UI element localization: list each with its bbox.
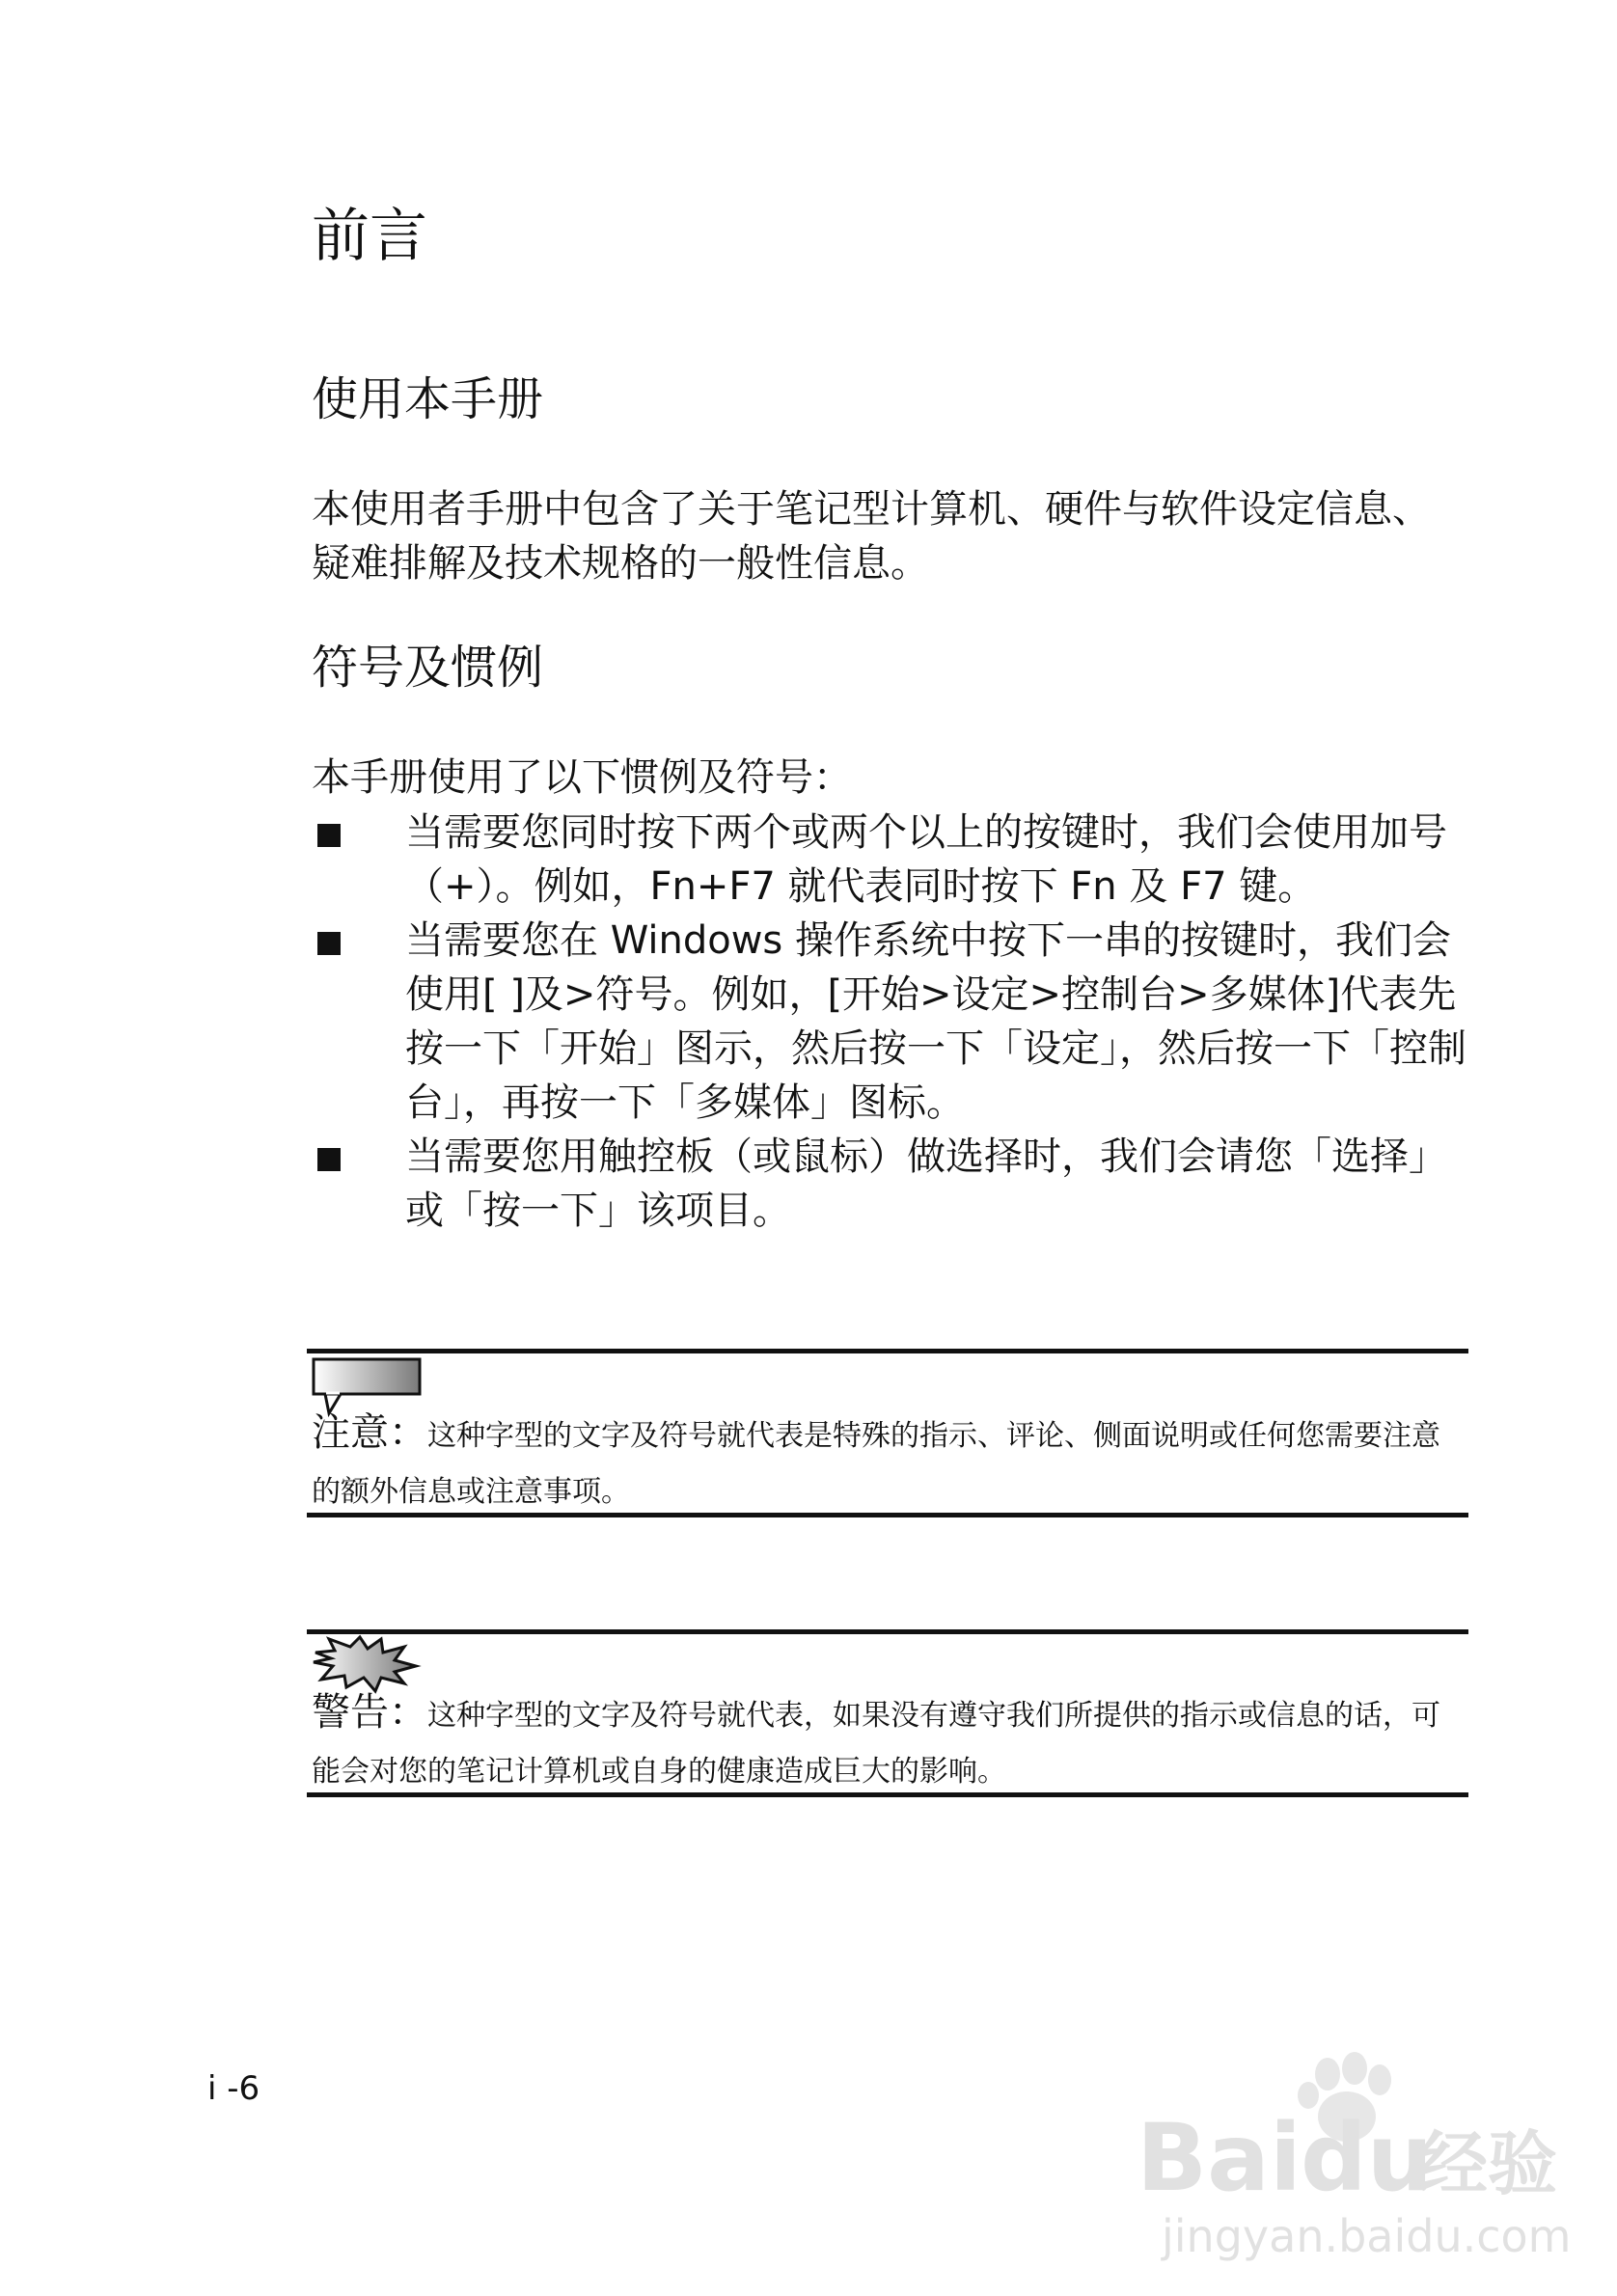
section-heading-manual: 使用本手册	[312, 372, 544, 426]
page-number: i -6	[207, 2069, 260, 2108]
square-bullet-icon	[317, 1148, 341, 1171]
list-item-text: 当需要您用触控板（或鼠标）做选择时，我们会请您「选择」或「按一下」该项目。	[405, 1134, 1447, 1233]
baidu-jingyan-watermark	[1137, 2053, 1572, 2265]
list-item-text: 当需要您同时按下两个或两个以上的按键时，我们会使用加号（+）。例如，Fn+F7 就代表同时按下 Fn 及 F7 键。	[405, 810, 1447, 909]
warning-text: 这种字型的文字及符号就代表，如果没有遵守我们所提供的指示或信息的话，可能会对您的笔记计算机或自身的健康造成巨大的影响。	[312, 1699, 1440, 1789]
watermark-url: jingyan.baidu.com	[1162, 2210, 1572, 2262]
section-heading-conventions: 符号及惯例	[312, 641, 544, 695]
watermark-product: 经验	[1418, 2123, 1558, 2204]
watermark-brand: Bai	[1137, 2104, 1302, 2212]
list-item	[312, 1130, 1469, 1238]
note-label: 注意：	[312, 1410, 427, 1455]
list-item	[312, 806, 1469, 914]
square-bullet-icon	[317, 824, 341, 847]
note-text-block	[312, 1405, 1465, 1520]
watermark-brand-suffix: du	[1301, 2104, 1434, 2212]
square-bullet-icon	[317, 932, 341, 955]
warning-bottom-rule	[307, 1792, 1468, 1797]
list-item	[312, 914, 1469, 1130]
warning-text-block	[312, 1684, 1465, 1800]
conventions-list	[312, 806, 1469, 1238]
warning-label: 警告：	[312, 1690, 427, 1735]
warning-top-rule	[307, 1629, 1468, 1634]
page-title: 前言	[312, 203, 427, 270]
note-bottom-rule	[307, 1513, 1468, 1517]
note-top-rule	[307, 1349, 1468, 1353]
note-text: 这种字型的文字及符号就代表是特殊的指示、评论、侧面说明或任何您需要注意的额外信息或注意事项。	[312, 1419, 1440, 1509]
manual-description: 本使用者手册中包含了关于笔记型计算机、硬件与软件设定信息、疑难排解及技术规格的一般性信息。	[312, 487, 1431, 586]
conventions-intro: 本手册使用了以下惯例及符号：	[312, 755, 852, 800]
list-item-text: 当需要您在 Windows 操作系统中按下一串的按键时，我们会使用[ ]及>符号。例如，[开始>设定>控制台>多媒体]代表先按一下「开始」图示，然后按一下「设定」，然后按一下「控制台」，再按一下「多媒体」图标。	[405, 918, 1466, 1125]
